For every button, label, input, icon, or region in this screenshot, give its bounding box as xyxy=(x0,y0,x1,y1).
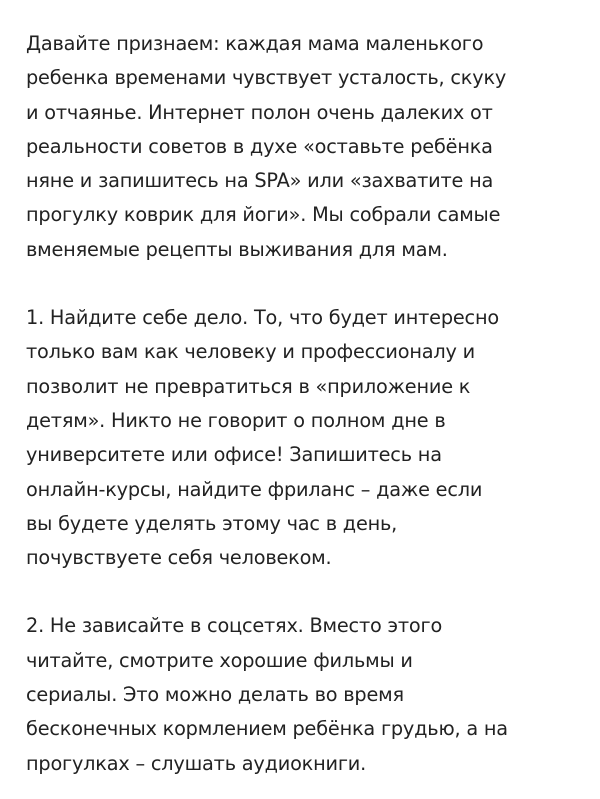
paragraph-tip-2 xyxy=(26,609,586,780)
text-line: онлайн-курсы, найдите фриланс – даже если xyxy=(26,477,483,501)
text-line: университете или офисе! Запишитесь на xyxy=(26,443,442,467)
paragraph-tip-1 xyxy=(26,301,586,575)
text-line: детям». Никто не говорит о полном дне в xyxy=(26,408,446,432)
text-line: реальности советов в духе «оставьте ребёнка xyxy=(26,134,493,158)
text-line: няне и запишитесь на SPA» или «захватите на xyxy=(26,169,494,193)
text-line: позволит не превратиться в «приложение к xyxy=(26,374,471,398)
article-body xyxy=(26,27,586,781)
text-line: 2. Не зависайте в соцсетях. Вместо этого xyxy=(26,614,443,638)
text-line: почувствуете себя человеком. xyxy=(26,546,332,570)
text-line: прогулках – слушать аудиокниги. xyxy=(26,751,367,775)
paragraph-intro xyxy=(26,27,586,267)
text-line: 1. Найдите себе дело. То, что будет интересно xyxy=(26,306,499,330)
text-line: прогулку коврик для йоги». Мы собрали самые xyxy=(26,203,501,227)
text-line: ребенка временами чувствует усталость, скуку xyxy=(26,66,507,90)
text-line: бесконечных кормлением ребёнка грудью, а на xyxy=(26,717,508,741)
text-line: и отчаянье. Интернет полон очень далеких от xyxy=(26,100,493,124)
text-line: читайте, смотрите хорошие фильмы и xyxy=(26,648,413,672)
text-line: вменяемые рецепты выживания для мам. xyxy=(26,237,448,261)
text-line: вы будете уделять этому час в день, xyxy=(26,511,398,535)
text-line: сериалы. Это можно делать во время xyxy=(26,683,404,707)
text-line: только вам как человеку и профессионалу и xyxy=(26,340,475,364)
text-line: Давайте признаем: каждая мама маленького xyxy=(26,32,484,55)
